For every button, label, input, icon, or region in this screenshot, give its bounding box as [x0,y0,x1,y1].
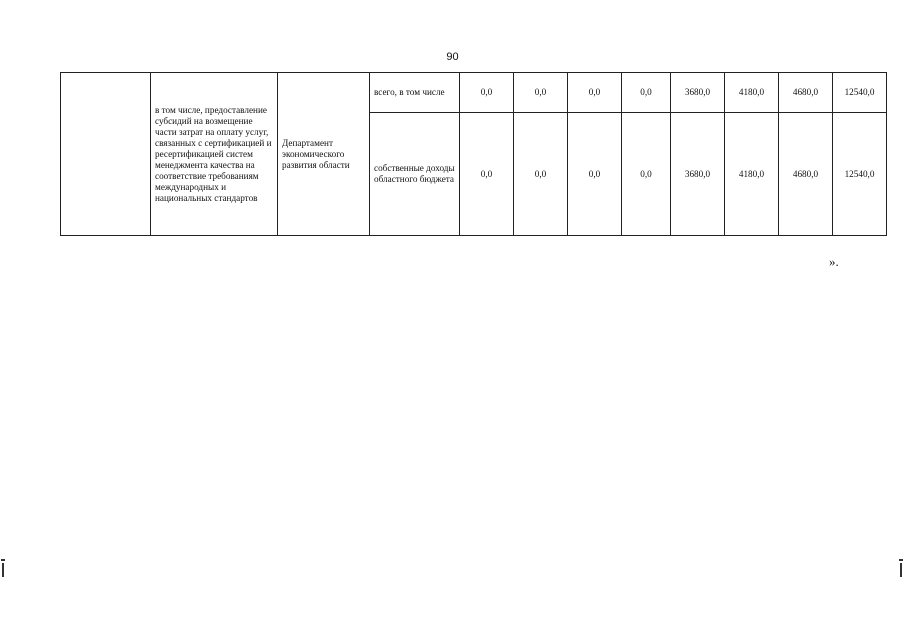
executor-cell: Департамент экономического развития области [278,73,370,236]
value-cell: 0,0 [568,73,622,113]
measure-description-cell: в том числе, предоставление субсидий на возмещение части затрат на оплату услуг, связанных с сертификацией и ресертификацией систем менеджмента качества на соответствие требованиям международных и национальных стандартов [151,73,278,236]
value-cell: 0,0 [622,113,671,236]
value-cell: 4680,0 [779,113,833,236]
scan-edge-mark [2,563,4,577]
value-cell: 0,0 [622,73,671,113]
scan-edge-mark [900,563,902,577]
budget-table [60,72,887,236]
value-cell: 0,0 [514,113,568,236]
funding-source-cell: собственные доходы областного бюджета [370,113,460,236]
value-cell: 0,0 [460,113,514,236]
value-cell: 4180,0 [725,113,779,236]
value-cell: 4180,0 [725,73,779,113]
total-value-cell: 12540,0 [833,113,887,236]
value-cell: 3680,0 [671,73,725,113]
page-number: 90 [446,51,459,63]
row-number-cell [61,73,151,236]
value-cell: 0,0 [460,73,514,113]
funding-source-cell: всего, в том числе [370,73,460,113]
value-cell: 0,0 [514,73,568,113]
table-row [61,73,887,113]
value-cell: 4680,0 [779,73,833,113]
total-value-cell: 12540,0 [833,73,887,113]
closing-quote: ». [829,254,839,269]
value-cell: 3680,0 [671,113,725,236]
value-cell: 0,0 [568,113,622,236]
